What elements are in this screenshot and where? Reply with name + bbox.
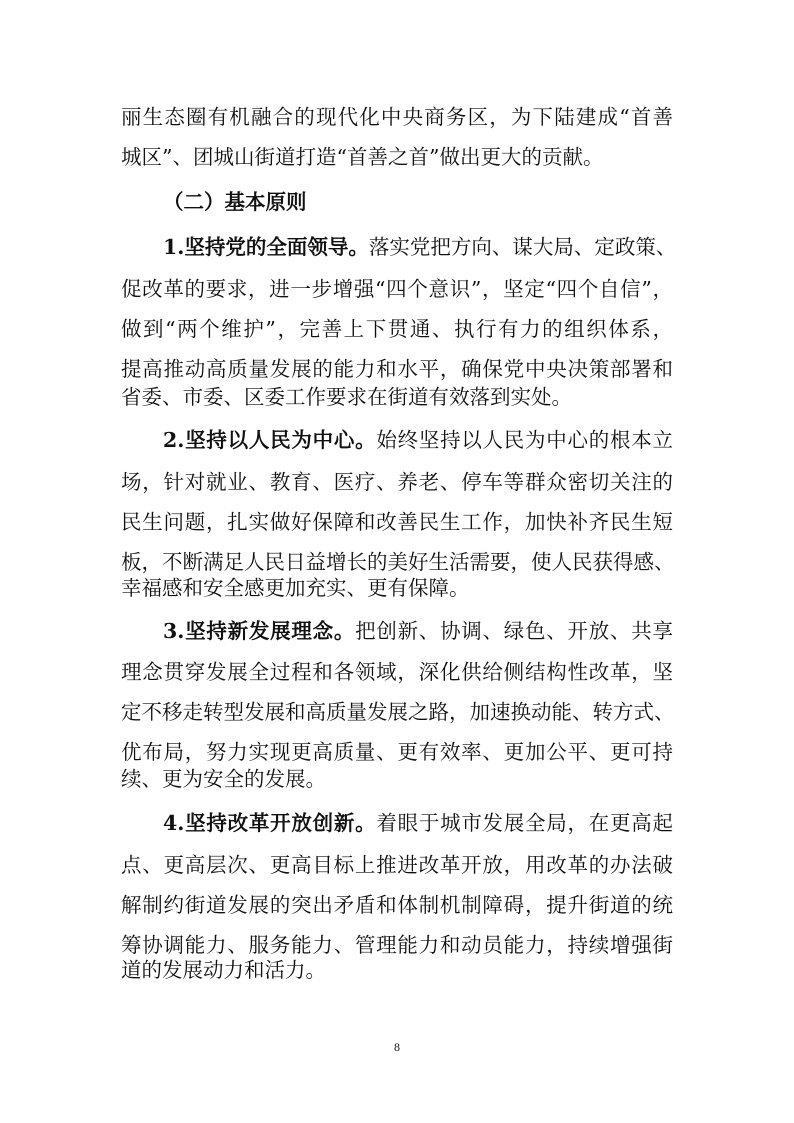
body-line: 定不移走转型发展和高质量发展之路，加速换动能、转方式、 [121, 700, 675, 724]
body-line: 民生问题，扎实做好保障和改善民生工作，加快补齐民生短 [121, 510, 673, 534]
principle-title: 3.坚持新发展理念。 [163, 619, 356, 643]
principle-text: 着眼于城市发展全局，在更高起 [376, 811, 674, 835]
body-line: 促改革的要求，进一步增强“四个意识”，坚定“四个自信”， [121, 277, 673, 301]
body-line: 幸福感和安全感更加充实、更有保障。 [121, 576, 470, 600]
paragraph-first-line [163, 614, 673, 648]
body-line: 做到“两个维护”，完善上下贯通、执行有力的组织体系， [121, 317, 673, 341]
page-number: 8 [394, 1040, 400, 1054]
body-line: 续、更为安全的发展。 [121, 767, 326, 791]
body-line: 筹协调能力、服务能力、管理能力和动员能力，持续增强街 [121, 933, 673, 957]
paragraph-first-line [163, 423, 673, 457]
body-line: 场，针对就业、教育、医疗、养老、停车等群众密切关注的 [121, 470, 673, 494]
principle-title: 4.坚持改革开放创新。 [163, 811, 377, 835]
body-line: 优布局，努力实现更高质量、更有效率、更加公平、更可持 [121, 740, 673, 764]
body-line: 道的发展动力和活力。 [121, 958, 326, 982]
body-line: 理念贯穿发展全过程和各领域，深化供给侧结构性改革，坚 [121, 660, 673, 684]
principle-text: 始终坚持以人民为中心的根本立 [376, 428, 674, 452]
paragraph-first-line [163, 806, 673, 840]
body-line: 省委、市委、区委工作要求在街道有效落到实处。 [121, 385, 572, 409]
principle-title: 2.坚持以人民为中心。 [163, 428, 377, 452]
principle-text: 把创新、协调、绿色、开放、共享 [355, 619, 673, 643]
body-line: 板，不断满足人民日益增长的美好生活需要，使人民获得感、 [121, 550, 675, 574]
body-line: 解制约街道发展的突出矛盾和体制机制障碍，提升街道的统 [121, 893, 673, 917]
body-line: 点、更高层次、更高目标上推进改革开放，用改革的办法破 [121, 853, 673, 877]
paragraph-first-line [163, 230, 677, 264]
body-line: 丽生态圈有机融合的现代化中央商务区，为下陆建成“首善 [121, 105, 673, 129]
body-line: 提高推动高质量发展的能力和水平，确保党中央决策部署和 [121, 357, 673, 381]
principle-text: 落实党把方向、谋大局、定政策、 [368, 235, 677, 259]
body-line: 城区”、团城山街道打造“首善之首”做出更大的贡献。 [121, 145, 604, 169]
section-heading: （二）基本原则 [163, 190, 307, 214]
principle-title: 1.坚持党的全面领导。 [163, 235, 369, 259]
